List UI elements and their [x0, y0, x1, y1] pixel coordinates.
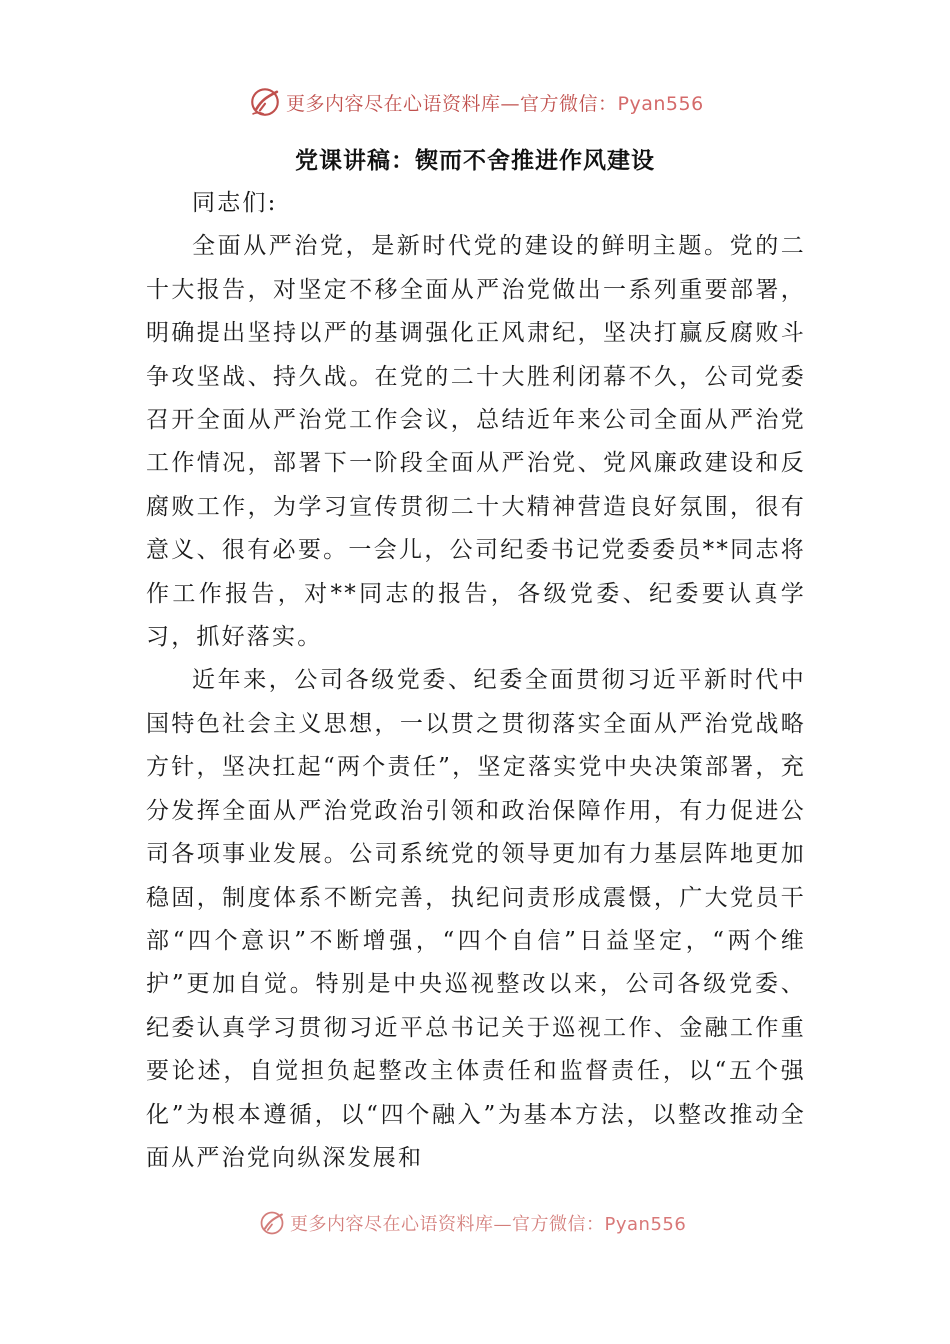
footer-watermark-wechat-id: Pyan556 — [604, 1214, 687, 1235]
header-watermark-wechat-id: Pyan556 — [617, 92, 704, 115]
document-body — [146, 182, 806, 1180]
footer-watermark-text — [290, 1210, 686, 1236]
header-watermark — [248, 82, 704, 122]
footer-brand-logo-icon — [258, 1209, 286, 1237]
header-watermark-cn: 更多内容尽在心语资料库—官方微信： — [286, 92, 618, 115]
paragraph-1: 全面从严治党，是新时代党的建设的鲜明主题。党的二十大报告，对坚定不移全面从严治党做出一系列重要部署，明确提出坚持以严的基调强化正风肃纪，坚决打赢反腐败斗争攻坚战、持久战。在党的二十大胜利闭幕不久，公司党委召开全面从严治党工作会议，总结近年来公司全面从严治党工作情况，部署下一阶段全面从严治党、党风廉政建设和反腐败工作，为学习宣传贯彻二十大精神营造良好氛围，很有意义、很有必要。一会儿，公司纪委书记党委委员**同志将作工作报告，对**同志的报告，各级党委、纪委要认真学习，抓好落实。 — [146, 233, 806, 651]
footer-watermark-cn: 更多内容尽在心语资料库—官方微信： — [290, 1214, 605, 1235]
brand-logo-icon — [248, 85, 282, 119]
footer-watermark — [258, 1206, 686, 1240]
header-watermark-text — [286, 89, 704, 116]
document-title: 党课讲稿：锲而不舍推进作风建设 — [295, 148, 655, 174]
salutation: 同志们: — [192, 190, 278, 216]
paragraph-2: 近年来，公司各级党委、纪委全面贯彻习近平新时代中国特色社会主义思想，一以贯之贯彻落实全面从严治党战略方针，坚决扛起“两个责任”，坚定落实党中央决策部署，充分发挥全面从严治党政治引领和政治保障作用，有力促进公司各项事业发展。公司系统党的领导更加有力基层阵地更加稳固，制度体系不断完善，执纪问责形成震慑，广大党员干部“四个意识”不断增强，“四个自信”日益坚定，“两个维护”更加自觉。特别是中央巡视整改以来，公司各级党委、纪委认真学习贯彻习近平总书记关于巡视工作、金融工作重要论述，自觉担负起整改主体责任和监督责任，以“五个强化”为根本遵循，以“四个融入”为基本方法，以整改推动全面从严治党向纵深发展和 — [146, 667, 806, 1171]
